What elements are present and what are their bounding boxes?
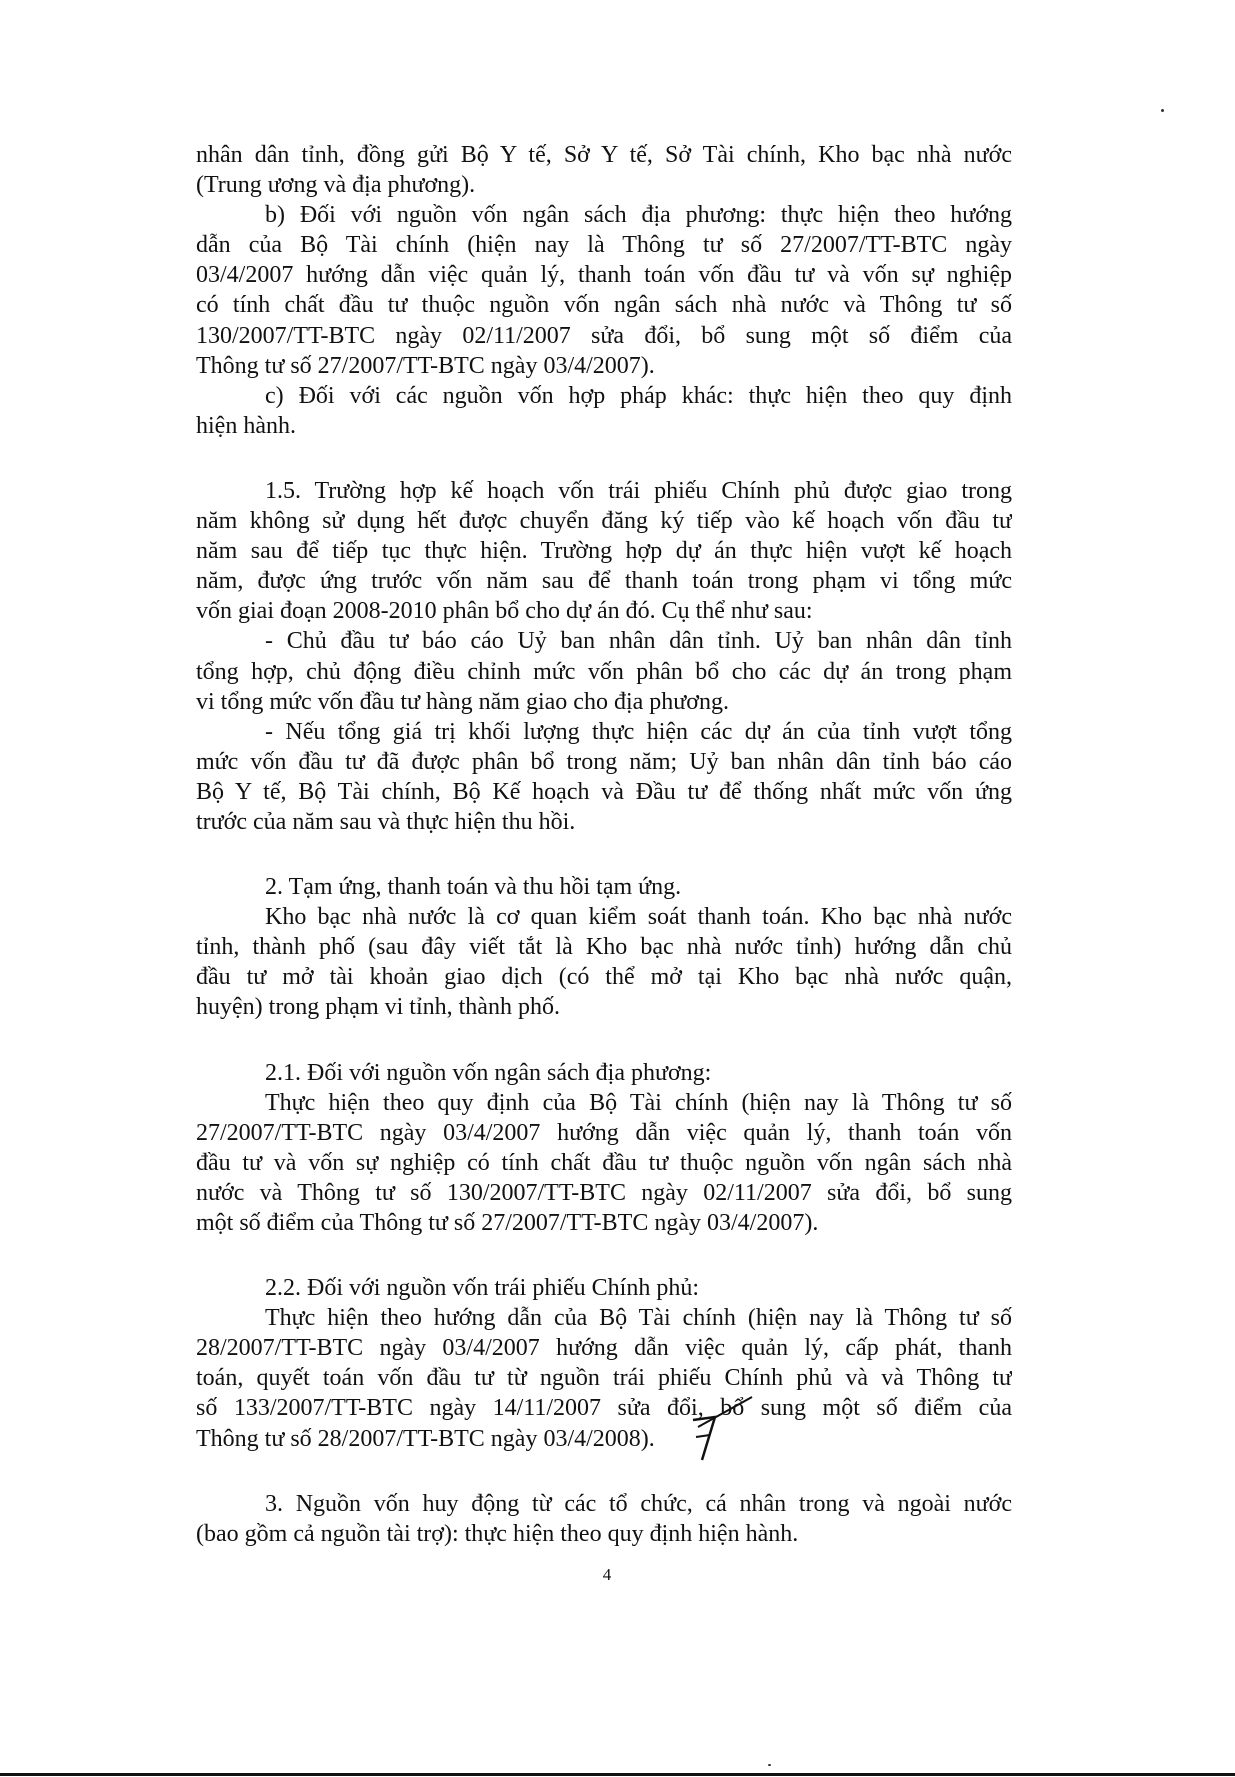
text-line: toán, quyết toán vốn đầu tư từ nguồn trái phiếu Chính phủ và và Thông tư [196,1365,1012,1392]
text-line: 2. Tạm ứng, thanh toán và thu hồi tạm ứng. [265,874,682,901]
text-line: Thực hiện theo hướng dẫn của Bộ Tài chính (hiện nay là Thông tư số [265,1305,1012,1332]
text-line: 03/4/2007 hướng dẫn việc quản lý, thanh toán vốn đầu tư và vốn sự nghiệp [196,262,1012,289]
text-line: 28/2007/TT-BTC ngày 03/4/2007 hướng dẫn việc quản lý, cấp phát, thanh [196,1335,1012,1362]
paragraph-spacer [196,1454,1012,1489]
paragraph [196,902,1012,1022]
text-line: năm sau để tiếp tục thực hiện. Trường hợp dự án thực hiện vượt kế hoạch [196,538,1012,565]
paragraph-spacer [196,441,1012,476]
text-line: dẫn của Bộ Tài chính (hiện nay là Thông tư số 27/2007/TT-BTC ngày [196,232,1012,259]
text-line: tỉnh, thành phố (sau đây viết tắt là Kho bạc nhà nước tỉnh) hướng dẫn chủ [196,934,1012,961]
text-line: b) Đối với nguồn vốn ngân sách địa phương: thực hiện theo hướng [265,202,1012,229]
paragraph-spacer [196,1238,1012,1273]
paragraph [196,1489,1012,1549]
text-line: 3. Nguồn vốn huy động từ các tổ chức, cá nhân trong và ngoài nước [265,1490,1012,1517]
text-line: hiện hành. [196,412,296,439]
text-line: 2.1. Đối với nguồn vốn ngân sách địa phương: [265,1059,712,1086]
text-line: nước và Thông tư số 130/2007/TT-BTC ngày 02/11/2007 sửa đổi, bổ sung [196,1179,1012,1206]
text-line: (bao gồm cả nguồn tài trợ): thực hiện theo quy định hiện hành. [196,1520,799,1547]
paragraph [196,1303,1012,1453]
text-line: 1.5. Trường hợp kế hoạch vốn trái phiếu Chính phủ được giao trong [265,477,1012,504]
scan-speck [768,1764,771,1766]
paragraph [196,140,1012,200]
text-line: Thực hiện theo quy định của Bộ Tài chính (hiện nay là Thông tư số [265,1089,1012,1116]
paragraph-spacer [196,837,1012,872]
text-line: - Nếu tổng giá trị khối lượng thực hiện các dự án của tỉnh vượt tổng [265,718,1012,745]
text-line: tổng hợp, chủ động điều chỉnh mức vốn phân bổ cho các dự án trong phạm [196,658,1012,685]
text-line: c) Đối với các nguồn vốn hợp pháp khác: thực hiện theo quy định [265,382,1012,409]
text-line: 27/2007/TT-BTC ngày 03/4/2007 hướng dẫn việc quản lý, thanh toán vốn [196,1119,1012,1146]
text-line: (Trung ương và địa phương). [196,172,476,199]
text-line: số 133/2007/TT-BTC ngày 14/11/2007 sửa đổi, bổ sung một số điểm của [196,1395,1012,1422]
paragraph-spacer [196,1023,1012,1058]
text-line: Kho bạc nhà nước là cơ quan kiểm soát thanh toán. Kho bạc nhà nước [265,904,1012,931]
paragraph [196,200,1012,381]
text-line: vi tổng mức vốn đầu tư hàng năm giao cho địa phương. [196,688,729,715]
text-line: 130/2007/TT-BTC ngày 02/11/2007 sửa đổi, bổ sung một số điểm của [196,322,1012,349]
paragraph [196,872,1012,902]
scan-speck [1161,109,1164,112]
text-line: Thông tư số 27/2007/TT-BTC ngày 03/4/2007). [196,352,655,379]
text-line: vốn giai đoạn 2008-2010 phân bổ cho dự án đó. Cụ thể như sau: [196,598,813,625]
text-line: có tính chất đầu tư thuộc nguồn vốn ngân sách nhà nước và Thông tư số [196,292,1012,319]
text-line: Bộ Y tế, Bộ Tài chính, Bộ Kế hoạch và Đầu tư để thống nhất mức vốn ứng [196,778,1012,805]
paragraph [196,381,1012,441]
paragraph [196,476,1012,626]
paragraph [196,626,1012,716]
paragraph [196,717,1012,837]
text-line: năm, được ứng trước vốn năm sau để thanh toán trong phạm vi tổng mức [196,568,1012,595]
text-line: huyện) trong phạm vi tỉnh, thành phố. [196,994,560,1021]
paragraph [196,1273,1012,1303]
document-body [196,140,1012,1549]
paragraph [196,1058,1012,1088]
text-line: mức vốn đầu tư đã được phân bổ trong năm; Uỷ ban nhân dân tỉnh báo cáo [196,748,1012,775]
text-line: Thông tư số 28/2007/TT-BTC ngày 03/4/2008). [196,1425,655,1452]
text-line: - Chủ đầu tư báo cáo Uỷ ban nhân dân tỉnh. Uỷ ban nhân dân tỉnh [265,628,1012,655]
text-line: 2.2. Đối với nguồn vốn trái phiếu Chính phủ: [265,1275,700,1302]
paragraph [196,1088,1012,1238]
text-line: một số điểm của Thông tư số 27/2007/TT-BTC ngày 03/4/2007). [196,1210,819,1236]
text-line: nhân dân tỉnh, đồng gửi Bộ Y tế, Sở Y tế, Sở Tài chính, Kho bạc nhà nước [196,142,1012,168]
text-line: năm không sử dụng hết được chuyển đăng ký tiếp vào kế hoạch vốn đầu tư [196,508,1012,535]
text-line: đầu tư mở tài khoản giao dịch (có thể mở tại Kho bạc nhà nước quận, [196,964,1012,991]
text-line: trước của năm sau và thực hiện thu hồi. [196,808,576,835]
page-number: 4 [602,1565,612,1584]
text-line: đầu tư và vốn sự nghiệp có tính chất đầu tư thuộc nguồn vốn ngân sách nhà [196,1149,1012,1176]
scan-edge-line [0,1773,1235,1776]
